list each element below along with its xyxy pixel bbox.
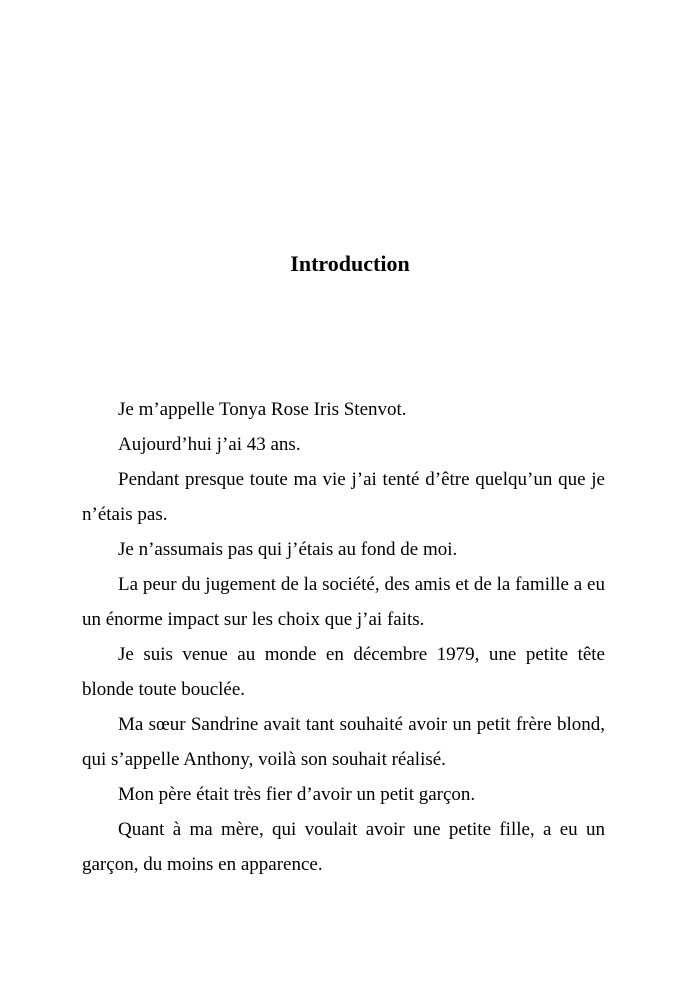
body-text: [82, 392, 605, 882]
paragraph: Ma sœur Sandrine avait tant souhaité avoir un petit frère blond, qui s’appelle Anthony, voilà son souhait réalisé.: [82, 714, 605, 770]
page-title: Introduction: [290, 251, 410, 276]
paragraph: La peur du jugement de la société, des amis et de la famille a eu un énorme impact sur les choix que j’ai faits.: [82, 574, 605, 630]
paragraph: Pendant presque toute ma vie j’ai tenté d’être quelqu’un que je n’étais pas.: [82, 469, 605, 525]
paragraph: Je suis venue au monde en décembre 1979, une petite tête blonde toute bouclée.: [82, 644, 605, 700]
paragraph: Aujourd’hui j’ai 43 ans.: [118, 434, 301, 455]
paragraph: Je n’assumais pas qui j’étais au fond de moi.: [118, 539, 458, 560]
paragraph: Quant à ma mère, qui voulait avoir une petite fille, a eu un garçon, du moins en apparence.: [82, 819, 605, 875]
paragraph: Je m’appelle Tonya Rose Iris Stenvot.: [118, 399, 407, 420]
paragraph: Mon père était très fier d’avoir un petit garçon.: [118, 784, 476, 805]
